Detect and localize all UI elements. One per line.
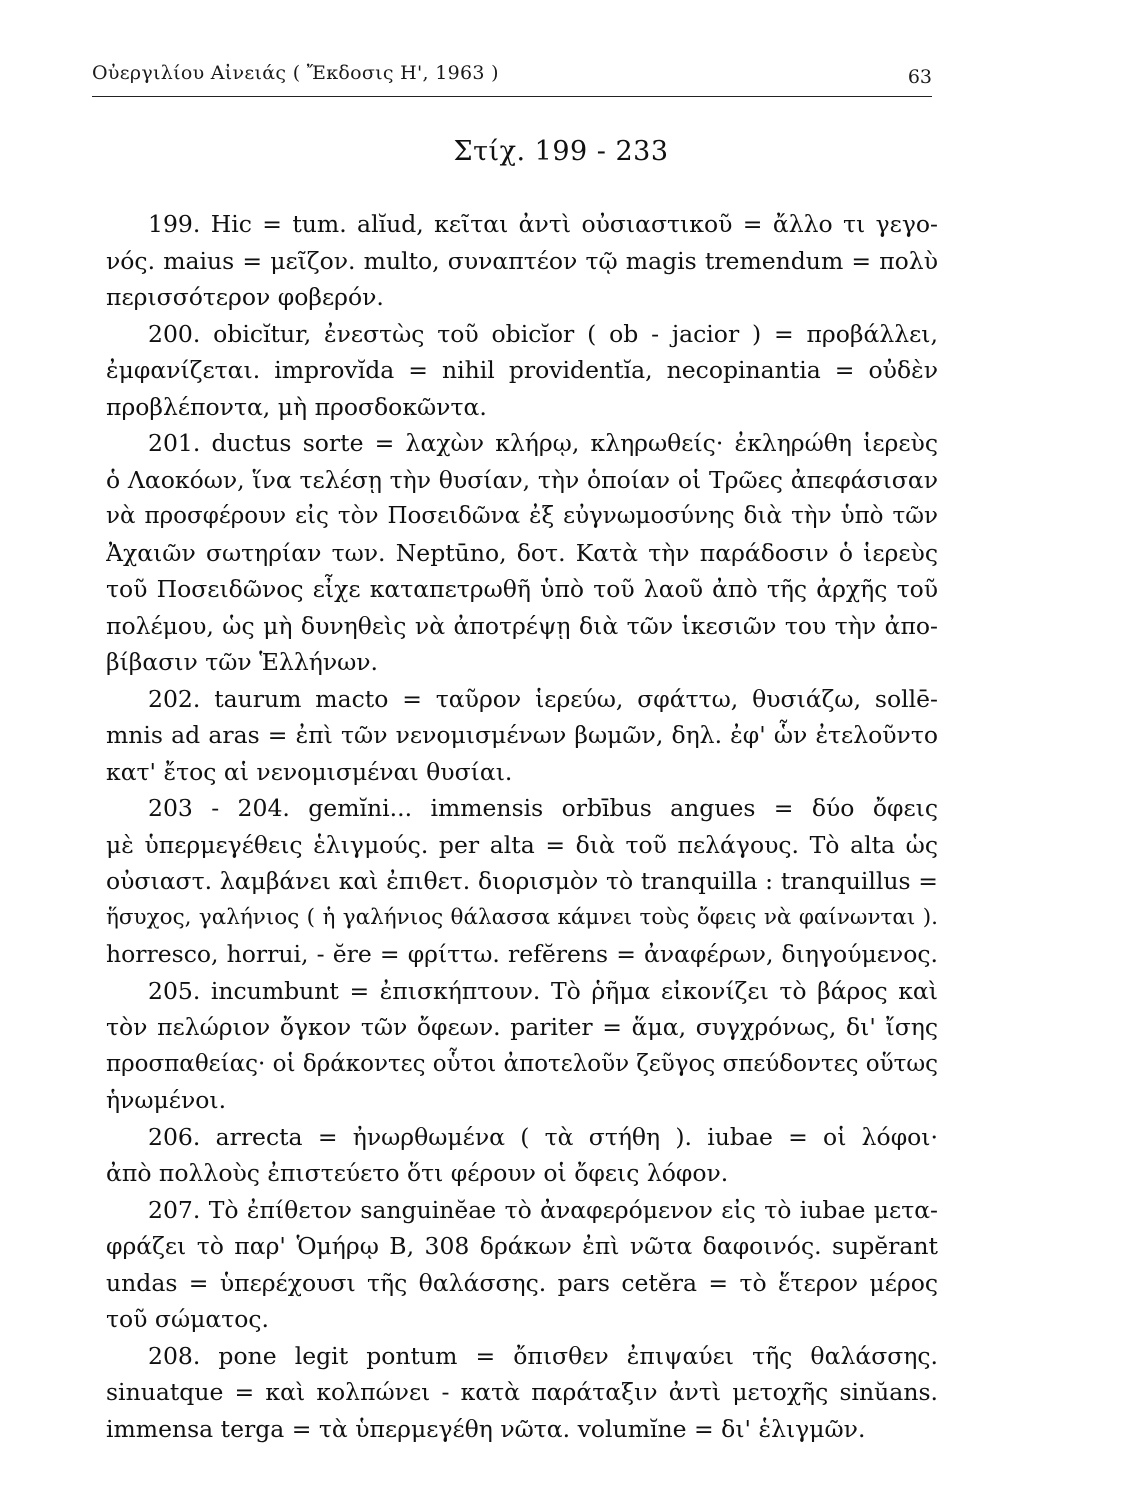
text-line: 199. Hic = tum. alĭud, κεῖται ἀντὶ οὐσιαστικοῦ = ἄλλο τι γεγο- [148, 210, 938, 238]
text-line: τοῦ σώματος. [106, 1305, 270, 1333]
text-line: 205. incumbunt = ἐπισκήπτουν. Τὸ ῥῆμα εἰκονίζει τὸ βάρος καὶ [148, 976, 938, 1005]
text-line: 207. Τὸ ἐπίθετον sanguinĕae τὸ ἀναφερόμενον εἰς τὸ iubae μετα- [148, 1195, 938, 1224]
section-title: Στίχ. 199 - 233 [453, 136, 669, 167]
commentary-body [106, 206, 938, 1447]
text-line: 208. pone legit pontum = ὄπισθεν ἐπιψαύει τῆς θαλάσσης. [148, 1341, 938, 1370]
text-line: πολέμου, ὡς μὴ δυνηθεὶς νὰ ἀποτρέψῃ διὰ τῶν ἱκεσιῶν του τὴν ἀπο- [106, 611, 938, 640]
text-line: 201. ductus sorte = λαχὼν κλήρῳ, κληρωθείς· ἐκληρώθη ἱερεὺς [148, 429, 938, 457]
text-line: περισσότερον φοβερόν. [106, 283, 384, 311]
text-line: ἐμφανίζεται. improvĭda = nihil providentĭa, necopinantia = οὐδὲν [106, 356, 938, 384]
text-line: ἀπὸ πολλοὺς ἐπιστεύετο ὅτι φέρουν οἱ ὄφεις λόφον. [106, 1159, 729, 1187]
text-line: ἥσυχος, γαλήνιος ( ἡ γαλήνιος θάλασσα κάμνει τοὺς ὄφεις νὰ φαίνωνται ). [106, 904, 938, 930]
text-line: βίβασιν τῶν Ἑλλήνων. [106, 648, 379, 676]
text-line: προσπαθείας· οἱ δράκοντες οὗτοι ἀποτελοῦν ζεῦγος σπεύδοντες οὕτως [106, 1050, 938, 1077]
text-line: μὲ ὑπερμεγέθεις ἑλιγμούς. per alta = διὰ τοῦ πελάγους. Τὸ alta ὡς [106, 830, 938, 859]
text-line: τοῦ Ποσειδῶνος εἶχε καταπετρωθῆ ὑπὸ τοῦ λαοῦ ἀπὸ τῆς ἀρχῆς τοῦ [106, 575, 938, 603]
running-head: Οὐεργιλίου Αἰνειάς ( Ἔκδοσις Η', 1963 ) [92, 62, 499, 84]
text-line: sinuatque = καὶ κολπώνει - κατὰ παράταξιν ἀντὶ μετοχῆς sinŭans. [106, 1378, 938, 1406]
text-line: φράζει τὸ παρ' Ὁμήρῳ Β, 308 δράκων ἐπὶ νῶτα δαφοινός. supĕrant [106, 1232, 938, 1260]
text-line: 202. taurum macto = ταῦρον ἱερεύω, σφάττω, θυσιάζω, sollē- [148, 684, 938, 713]
text-line: 203 - 204. gemĭni... immensis orbībus angues = δύο ὄφεις [148, 794, 938, 822]
text-line: νός. maius = μεῖζον. multo, συναπτέον τῷ magis tremendum = πολὺ [106, 246, 938, 275]
text-line: Ἀχαιῶν σωτηρίαν των. Neptūno, δοτ. Κατὰ τὴν παράδοσιν ὁ ἱερεὺς [106, 538, 938, 567]
text-line: προβλέποντα, μὴ προσδοκῶντα. [106, 392, 487, 421]
text-line: τὸν πελώριον ὄγκον τῶν ὄφεων. pariter = ἅμα, συγχρόνως, δι' ἴσης [106, 1013, 938, 1041]
text-line: ἡνωμένοι. [106, 1086, 227, 1114]
text-line: horresco, horrui, - ĕre = φρίττω. refĕrens = ἀναφέρων, διηγούμενος. [106, 940, 938, 968]
text-line: νὰ προσφέρουν εἰς τὸν Ποσειδῶνα ἐξ εὐγνωμοσύνης διὰ τὴν ὑπὸ τῶν [106, 503, 938, 529]
text-line: 200. obicĭtur, ἐνεστὼς τοῦ obicĭor ( ob - jacior ) = προβάλλει, [148, 319, 938, 348]
page-number: 63 [907, 66, 932, 88]
text-line: 206. arrecta = ἠνωρθωμένα ( τὰ στήθη ). iubae = οἱ λόφοι· [148, 1122, 938, 1151]
text-line: οὐσιαστ. λαμβάνει καὶ ἐπιθετ. διορισμὸν τὸ tranquilla : tranquillus = [106, 867, 938, 895]
text-line: undas = ὑπερέχουσι τῆς θαλάσσης. pars cetĕra = τὸ ἕτερον μέρος [106, 1268, 938, 1297]
text-line: ὁ Λαοκόων, ἵνα τελέσῃ τὴν θυσίαν, τὴν ὁποίαν οἱ Τρῶες ἀπεφάσισαν [106, 465, 938, 494]
header-rule [92, 96, 932, 97]
text-line: mnis ad aras = ἐπὶ τῶν νενομισμένων βωμῶν, δηλ. ἐφ' ὧν ἐτελοῦντο [106, 721, 938, 749]
text-line: κατ' ἔτος αἱ νενομισμέναι θυσίαι. [106, 757, 513, 786]
text-line: immensa terga = τὰ ὑπερμεγέθη νῶτα. volumĭne = δι' ἑλιγμῶν. [106, 1414, 866, 1443]
